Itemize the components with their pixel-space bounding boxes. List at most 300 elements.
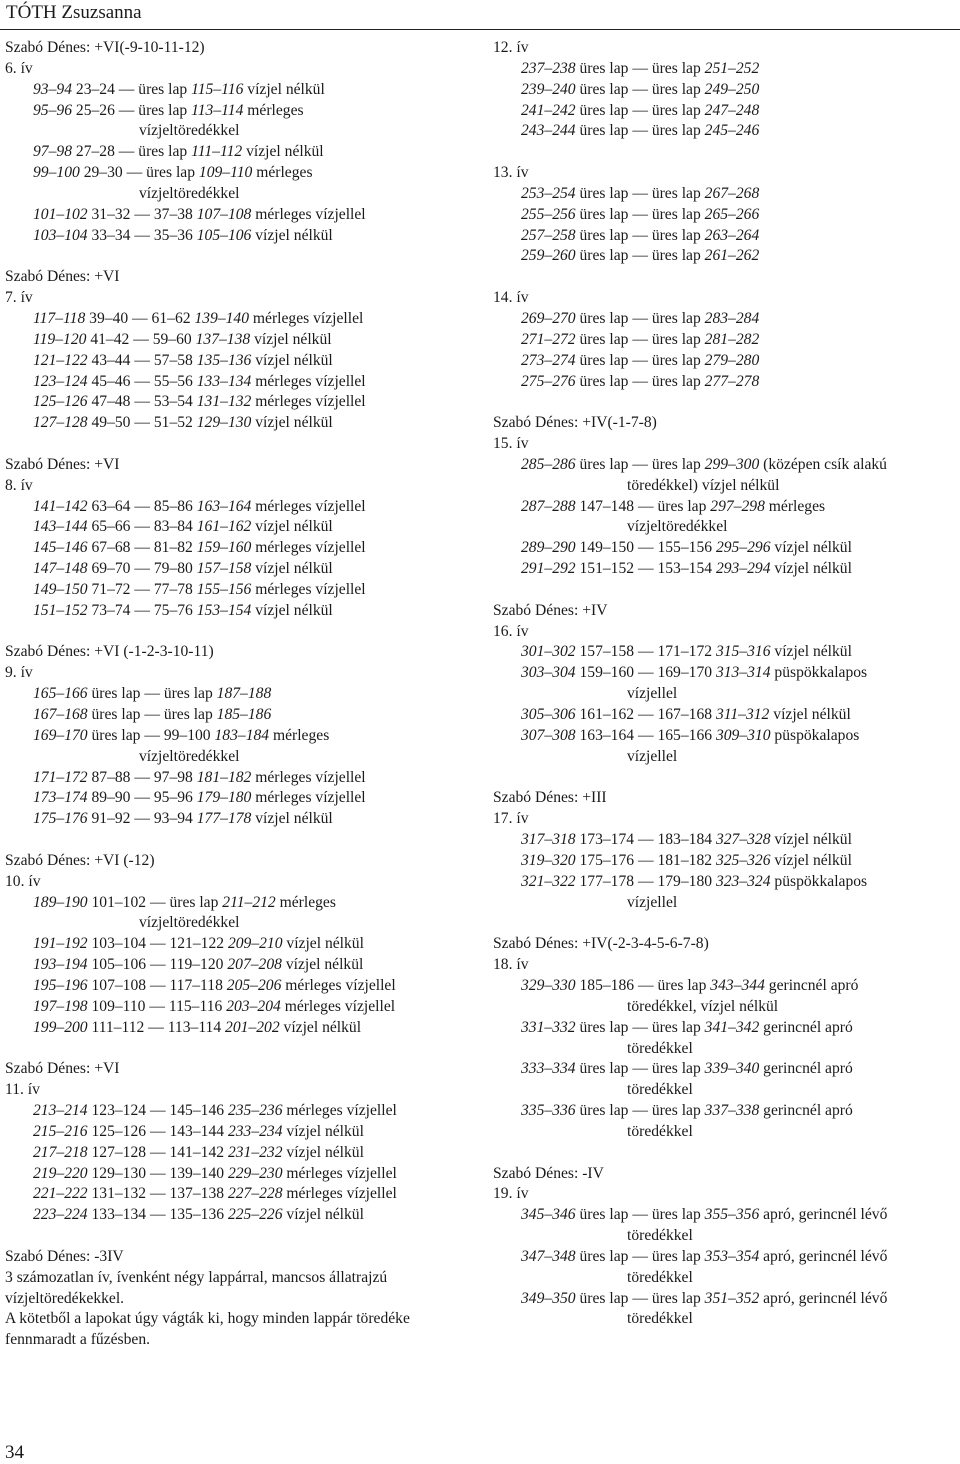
entry-line: 319–320 175–176 — 181–182 325–326 vízjel nélkül — [521, 851, 852, 869]
folio-c: 179–180 — [657, 872, 713, 890]
folio-a: 345–346 — [521, 1206, 576, 1224]
entry-line: 125–126 47–48 — 53–54 131–132 mérleges vízjellel — [33, 393, 366, 411]
spacer — [5, 246, 475, 267]
folio-a: 253–254 — [521, 184, 576, 202]
folio-d: 353–354 — [704, 1247, 760, 1265]
watermark-note: vízjel nélkül — [773, 706, 851, 723]
folio-a: 331–332 — [521, 1018, 576, 1036]
watermark-note: vízjel nélkül — [285, 956, 364, 974]
folio-c: 79–80 — [153, 560, 193, 578]
folio-d: 233–234 — [227, 1122, 283, 1140]
folio-b: 29–30 — [83, 164, 123, 182]
folio-b: 177–178 — [579, 872, 635, 890]
folio-c: 121–122 — [169, 935, 225, 953]
folio-d: 225–226 — [227, 1206, 283, 1224]
entry-row — [521, 642, 955, 663]
closing-text-1: 3 számozatlan ív, ívenként négy lappárral, mancsos állatrajzú — [5, 1268, 388, 1286]
folio-a: 241–242 — [521, 101, 576, 119]
watermark-note: mérleges vízjellel — [255, 789, 366, 807]
watermark-note: apró, gerincnél lévő — [763, 1247, 888, 1265]
folio-d: 327–328 — [715, 831, 771, 849]
folio-a: 165–166 — [33, 685, 88, 703]
folio-c: 167–168 — [657, 706, 713, 723]
folio-a: 237–238 — [521, 59, 576, 77]
folio-c: 55–56 — [153, 372, 193, 390]
folio-c: üres lap — [163, 685, 213, 703]
folio-d: 205–206 — [226, 976, 282, 994]
folio-a: 151–152 — [33, 601, 88, 619]
folio-b: 163–164 — [579, 726, 635, 744]
entry-row — [33, 413, 475, 434]
folio-d: 201–202 — [225, 1018, 280, 1036]
section-heading: Szabó Dénes: +IV(-2-3-4-5-6-7-8) — [493, 935, 709, 953]
watermark-note: vízjel nélkül — [255, 226, 333, 244]
entry-row — [33, 768, 475, 789]
watermark-note: mérleges — [272, 726, 330, 744]
entry-line: 321–322 177–178 — 179–180 323–324 püspökkalapos — [521, 872, 868, 890]
folio-d: 131–132 — [196, 393, 252, 411]
folio-d: 351–352 — [704, 1289, 760, 1307]
entry-line: 223–224 133–134 — 135–136 225–226 vízjel nélkül — [33, 1206, 364, 1224]
folio-c: üres lap — [657, 497, 707, 515]
folio-b: üres lap — [579, 80, 629, 98]
section — [493, 1143, 955, 1331]
entry-row — [521, 80, 955, 101]
entry-row — [521, 121, 955, 142]
folio-b: 125–126 — [91, 1122, 147, 1140]
folio-d: 229–230 — [227, 1164, 283, 1182]
folio-c: 115–116 — [168, 997, 223, 1015]
folio-c: üres lap — [651, 1018, 701, 1036]
entry-line: 257–258 üres lap — üres lap 263–264 — [521, 226, 760, 244]
folio-c: üres lap — [651, 1247, 701, 1265]
running-header: TÓTH Zsuzsanna — [6, 2, 142, 23]
folio-b: üres lap — [579, 330, 629, 348]
folio-c: 53–54 — [153, 393, 193, 411]
folio-b: 159–160 — [579, 664, 635, 682]
entry-row — [521, 246, 955, 267]
folio-d: 157–158 — [196, 560, 252, 578]
folio-b: 103–104 — [91, 935, 147, 953]
folio-b: üres lap — [91, 685, 141, 703]
folio-c: 75–76 — [153, 601, 193, 619]
watermark-note: mérleges — [768, 497, 826, 515]
folio-d: 177–178 — [196, 810, 252, 828]
entry-row — [33, 351, 475, 372]
entry-row — [33, 601, 475, 622]
folio-d: 155–156 — [196, 580, 252, 598]
folio-a: 333–334 — [521, 1060, 576, 1078]
watermark-note: vízjel nélkül — [286, 1206, 364, 1224]
folio-b: 147–148 — [579, 497, 635, 515]
watermark-note: mérleges — [256, 164, 313, 182]
entry-row — [33, 205, 475, 226]
folio-c: 169–170 — [657, 664, 713, 682]
watermark-note-cont: töredékkel — [627, 1310, 693, 1328]
folio-d: 323–324 — [715, 872, 771, 890]
entry-line: 307–308 163–164 — 165–166 309–310 püspökalapos — [521, 726, 860, 744]
entry-row — [33, 392, 475, 413]
section — [493, 768, 955, 914]
watermark-note: vízjel nélkül — [255, 601, 333, 619]
folio-a: 349–350 — [521, 1289, 576, 1307]
spacer — [493, 768, 955, 789]
folio-a: 285–286 — [521, 455, 576, 473]
entry-line: 349–350 üres lap — üres lap 351–352 apró, gerincnél lévő — [521, 1289, 888, 1307]
folio-a: 189–190 — [33, 893, 88, 911]
watermark-note: mérleges vízjellel — [255, 393, 366, 411]
entry-row — [521, 205, 955, 226]
entry-line: 121–122 43–44 — 57–58 135–136 vízjel nélkül — [33, 351, 333, 369]
folio-b: üres lap — [579, 1018, 629, 1036]
folio-b: 107–108 — [91, 976, 147, 994]
folio-c: 117–118 — [169, 976, 223, 994]
watermark-note: püspökkalapos — [774, 664, 868, 682]
folio-a: 127–128 — [33, 414, 88, 432]
folio-b: 65–66 — [91, 518, 131, 536]
folio-d: 161–162 — [196, 518, 252, 536]
watermark-note: vízjel nélkül — [246, 143, 324, 161]
folio-a: 193–194 — [33, 956, 88, 974]
section — [493, 580, 955, 768]
folio-d: 111–112 — [191, 143, 243, 161]
folio-c: 95–96 — [153, 789, 193, 807]
folio-d: 355–356 — [704, 1206, 760, 1224]
spacer — [493, 267, 955, 288]
entry-line: 101–102 31–32 — 37–38 107–108 mérleges vízjellel — [33, 205, 366, 223]
folio-c: 59–60 — [152, 330, 192, 348]
entry-line: 303–304 159–160 — 169–170 313–314 püspökkalapos — [521, 664, 868, 682]
folio-b: üres lap — [579, 455, 629, 473]
section — [493, 142, 955, 267]
folio-c: 143–144 — [169, 1122, 225, 1140]
spacer — [5, 1226, 475, 1247]
entry-line: 117–118 39–40 — 61–62 139–140 mérleges vízjellel — [33, 309, 364, 327]
folio-a: 317–318 — [521, 831, 576, 849]
section — [493, 392, 955, 580]
folio-a: 197–198 — [33, 997, 88, 1015]
watermark-note: gerincnél apró — [763, 1102, 853, 1120]
entry-line: 127–128 49–50 — 51–52 129–130 vízjel nélkül — [33, 414, 333, 432]
folio-a: 223–224 — [33, 1206, 88, 1224]
header-rule — [0, 29, 960, 30]
entry-line: 167–168 üres lap — üres lap 185–186 — [33, 706, 272, 723]
entry-line: 239–240 üres lap — üres lap 249–250 — [521, 80, 760, 98]
entry-row — [33, 997, 475, 1018]
entry-line: 269–270 üres lap — üres lap 283–284 — [521, 309, 760, 327]
watermark-note: mérleges — [247, 101, 304, 119]
folio-b: üres lap — [579, 372, 629, 390]
watermark-note: mérleges vízjellel — [286, 1102, 397, 1120]
entry-row — [521, 226, 955, 247]
section-heading: Szabó Dénes: +VI(-9-10-11-12) — [5, 39, 205, 56]
watermark-note: vízjel nélkül — [774, 851, 852, 869]
entry-line: 123–124 45–46 — 55–56 133–134 mérleges vízjellel — [33, 372, 366, 390]
watermark-note-cont: töredékkel — [627, 1039, 693, 1057]
folio-c: üres lap — [169, 893, 219, 911]
folio-d: 315–316 — [715, 643, 771, 661]
watermark-note-cont: töredékkel, vízjel nélkül — [627, 997, 779, 1015]
entry-row — [33, 517, 475, 538]
folio-d: 263–264 — [704, 226, 760, 244]
folio-d: 139–140 — [194, 309, 250, 327]
entry-row — [521, 851, 955, 872]
entry-line: 273–274 üres lap — üres lap 279–280 — [521, 351, 760, 369]
spacer — [5, 830, 475, 851]
spacer — [493, 1143, 955, 1164]
folio-b: üres lap — [579, 101, 629, 119]
entry-row — [33, 330, 475, 351]
folio-d: 207–208 — [227, 956, 282, 974]
folio-d: 181–182 — [196, 768, 252, 786]
section — [5, 1039, 475, 1227]
folio-c: 153–154 — [657, 560, 713, 578]
folio-a: 239–240 — [521, 80, 576, 98]
folio-c: üres lap — [163, 706, 213, 723]
entry-line: 291–292 151–152 — 153–154 293–294 vízjel nélkül — [521, 560, 852, 578]
watermark-note-cont: vízjeltöredékkel — [139, 122, 240, 140]
folio-b: 161–162 — [579, 706, 635, 723]
entry-line: 333–334 üres lap — üres lap 339–340 gerincnél apró — [521, 1060, 853, 1078]
folio-d: 179–180 — [196, 789, 252, 807]
folio-c: üres lap — [651, 309, 701, 327]
folio-c: 77–78 — [153, 580, 193, 598]
watermark-note: mérleges — [279, 893, 336, 911]
entry-row — [33, 726, 475, 768]
folio-c: üres lap — [138, 101, 188, 119]
section-heading: Szabó Dénes: +IV — [493, 601, 608, 619]
folio-d: 185–186 — [216, 706, 272, 723]
folio-c: 135–136 — [169, 1206, 225, 1224]
section-heading: Szabó Dénes: +III — [493, 789, 607, 807]
entry-row — [521, 455, 955, 497]
entry-line: 301–302 157–158 — 171–172 315–316 vízjel nélkül — [521, 643, 852, 661]
entry-row — [521, 184, 955, 205]
folio-d: 341–342 — [704, 1018, 760, 1036]
folio-b: üres lap — [579, 351, 629, 369]
entry-line: 149–150 71–72 — 77–78 155–156 mérleges vízjellel — [33, 580, 366, 598]
iv-label: 17. ív — [493, 810, 529, 828]
folio-c: 141–142 — [169, 1143, 225, 1161]
folio-a: 93–94 — [33, 80, 72, 98]
entry-line: 237–238 üres lap — üres lap 251–252 — [521, 59, 760, 77]
folio-c: 35–36 — [153, 226, 193, 244]
folio-a: 289–290 — [521, 539, 576, 557]
folio-c: üres lap — [651, 372, 701, 390]
folio-d: 309–310 — [715, 726, 771, 744]
entry-row — [33, 1101, 475, 1122]
spacer — [5, 434, 475, 455]
section — [5, 246, 475, 434]
folio-d: 339–340 — [704, 1060, 760, 1078]
folio-a: 123–124 — [33, 372, 88, 390]
entry-row — [33, 559, 475, 580]
watermark-note: mérleges vízjellel — [255, 205, 366, 223]
folio-c: 97–98 — [153, 768, 193, 786]
folio-c: üres lap — [651, 122, 701, 140]
entry-row — [521, 538, 955, 559]
folio-b: üres lap — [579, 1289, 629, 1307]
entry-line: 243–244 üres lap — üres lap 245–246 — [521, 122, 760, 140]
iv-label: 18. ív — [493, 956, 529, 974]
entry-line: 259–260 üres lap — üres lap 261–262 — [521, 247, 760, 265]
watermark-note: püspökalapos — [774, 726, 860, 744]
folio-b: üres lap — [579, 226, 629, 244]
watermark-note: mérleges vízjellel — [255, 372, 366, 390]
folio-b: 23–24 — [75, 80, 115, 98]
entry-line: 193–194 105–106 — 119–120 207–208 vízjel nélkül — [33, 956, 364, 974]
folio-c: 93–94 — [153, 810, 193, 828]
folio-b: üres lap — [579, 309, 629, 327]
folio-b: 185–186 — [579, 976, 635, 994]
folio-d: 279–280 — [704, 351, 760, 369]
folio-b: 91–92 — [91, 810, 131, 828]
entry-row — [521, 976, 955, 1018]
folio-c: üres lap — [651, 455, 701, 473]
folio-b: üres lap — [579, 1060, 629, 1078]
folio-a: 301–302 — [521, 643, 576, 661]
folio-d: 245–246 — [704, 122, 760, 140]
folio-d: 249–250 — [704, 80, 760, 98]
folio-b: 151–152 — [579, 560, 635, 578]
entry-line: 99–100 29–30 — üres lap 109–110 mérleges — [33, 164, 313, 182]
folio-d: 105–106 — [196, 226, 252, 244]
entry-line: 305–306 161–162 — 167–168 311–312 vízjel nélkül — [521, 706, 851, 723]
watermark-note: mérleges vízjellel — [252, 309, 364, 327]
folio-c: üres lap — [651, 1289, 701, 1307]
watermark-note-cont: vízjellel — [627, 747, 678, 765]
folio-b: 111–112 — [91, 1018, 145, 1036]
folio-b: üres lap — [579, 205, 629, 223]
folio-a: 195–196 — [33, 976, 88, 994]
entry-line: 165–166 üres lap — üres lap 187–188 — [33, 685, 272, 703]
folio-b: 173–174 — [579, 831, 635, 849]
watermark-note: mérleges vízjellel — [255, 539, 366, 557]
folio-a: 303–304 — [521, 664, 576, 682]
folio-a: 243–244 — [521, 122, 576, 140]
section-heading: Szabó Dénes: +VI (-12) — [5, 851, 155, 869]
folio-c: üres lap — [651, 1060, 701, 1078]
folio-d: 231–232 — [227, 1143, 283, 1161]
folio-d: 295–296 — [715, 539, 771, 557]
folio-d: 325–326 — [715, 851, 771, 869]
iv-label: 16. ív — [493, 622, 529, 640]
iv-label: 13. ív — [493, 164, 529, 182]
entry-row — [33, 1205, 475, 1226]
folio-a: 221–222 — [33, 1185, 88, 1203]
folio-a: 125–126 — [33, 393, 88, 411]
watermark-note: gerincnél apró — [763, 1018, 853, 1036]
folio-b: 27–28 — [75, 143, 115, 161]
folio-b: 133–134 — [91, 1206, 147, 1224]
section-heading: Szabó Dénes: +VI — [5, 268, 120, 286]
folio-a: 329–330 — [521, 976, 576, 994]
entry-line: 255–256 üres lap — üres lap 265–266 — [521, 205, 760, 223]
watermark-note: vízjel nélkül — [247, 80, 325, 98]
entry-line: 329–330 185–186 — üres lap 343–344 gerincnél apró — [521, 976, 859, 994]
entry-row — [33, 1184, 475, 1205]
right-column — [493, 38, 955, 1330]
folio-a: 273–274 — [521, 351, 576, 369]
entry-row — [33, 497, 475, 518]
folio-d: 265–266 — [704, 205, 760, 223]
watermark-note: püspökkalapos — [774, 872, 868, 890]
folio-b: 67–68 — [91, 539, 131, 557]
folio-c: 37–38 — [153, 205, 193, 223]
entry-line: 97–98 27–28 — üres lap 111–112 vízjel nélkül — [33, 143, 324, 161]
folio-c: 165–166 — [657, 726, 713, 744]
entry-line: 331–332 üres lap — üres lap 341–342 gerincnél apró — [521, 1018, 853, 1036]
entry-row — [33, 1164, 475, 1185]
entry-line: 289–290 149–150 — 155–156 295–296 vízjel nélkül — [521, 539, 852, 557]
folio-a: 117–118 — [33, 309, 86, 327]
folio-d: 235–236 — [227, 1102, 283, 1120]
closing-heading: Szabó Dénes: -3IV — [5, 1247, 124, 1265]
section-heading: Szabó Dénes: +IV(-1-7-8) — [493, 414, 657, 432]
folio-b: 73–74 — [91, 601, 131, 619]
spacer — [493, 580, 955, 601]
entry-line: 285–286 üres lap — üres lap 299–300 (középen csík alakú — [521, 455, 887, 473]
folio-a: 213–214 — [33, 1102, 88, 1120]
watermark-note: mérleges vízjellel — [255, 497, 366, 515]
folio-b: 89–90 — [91, 789, 131, 807]
folio-d: 109–110 — [198, 164, 253, 182]
folio-d: 203–204 — [226, 997, 281, 1015]
folio-a: 119–120 — [33, 330, 87, 348]
entry-line: 171–172 87–88 — 97–98 181–182 mérleges vízjellel — [33, 768, 366, 786]
entry-row — [521, 497, 955, 539]
entry-line: 145–146 67–68 — 81–82 159–160 mérleges vízjellel — [33, 539, 366, 557]
entry-row — [521, 1205, 955, 1247]
folio-c: 61–62 — [151, 309, 191, 327]
folio-c: 85–86 — [153, 497, 193, 515]
folio-c: üres lap — [651, 1102, 701, 1120]
spacer — [5, 622, 475, 643]
entry-line: 95–96 25–26 — üres lap 113–114 mérleges — [33, 101, 304, 119]
entry-row — [33, 1143, 475, 1164]
folio-c: 119–120 — [169, 956, 224, 974]
watermark-note: (középen csík alakú — [763, 455, 887, 473]
entry-row — [521, 872, 955, 914]
entry-row — [33, 163, 475, 205]
folio-b: 87–88 — [91, 768, 131, 786]
entry-line: 93–94 23–24 — üres lap 115–116 vízjel nélkül — [33, 80, 325, 98]
folio-a: 217–218 — [33, 1143, 88, 1161]
folio-c: üres lap — [146, 164, 195, 182]
folio-c: 181–182 — [657, 851, 713, 869]
entry-line: 241–242 üres lap — üres lap 247–248 — [521, 101, 760, 119]
watermark-note: vízjel nélkül — [774, 539, 852, 557]
entry-line: 197–198 109–110 — 115–116 203–204 mérleges vízjellel — [33, 997, 396, 1015]
entry-line: 173–174 89–90 — 95–96 179–180 mérleges vízjellel — [33, 789, 366, 807]
folio-b: 41–42 — [90, 330, 130, 348]
folio-c: üres lap — [651, 59, 701, 77]
watermark-note: mérleges vízjellel — [284, 997, 396, 1015]
watermark-note-cont: vízjeltöredékkel — [139, 184, 240, 202]
entry-line: 151–152 73–74 — 75–76 153–154 vízjel nélkül — [33, 601, 333, 619]
folio-a: 191–192 — [33, 935, 88, 953]
entry-line: 189–190 101–102 — üres lap 211–212 mérleges — [33, 893, 336, 911]
entry-line: 221–222 131–132 — 137–138 227–228 mérleges vízjellel — [33, 1185, 397, 1203]
watermark-note: mérleges vízjellel — [285, 976, 396, 994]
entry-row — [33, 976, 475, 997]
folio-b: 101–102 — [91, 893, 147, 911]
entry-line: 199–200 111–112 — 113–114 201–202 vízjel nélkül — [33, 1018, 362, 1036]
watermark-note: vízjel nélkül — [283, 1018, 362, 1036]
folio-d: 159–160 — [196, 539, 252, 557]
folio-b: üres lap — [579, 1102, 629, 1120]
folio-b: üres lap — [91, 706, 141, 723]
